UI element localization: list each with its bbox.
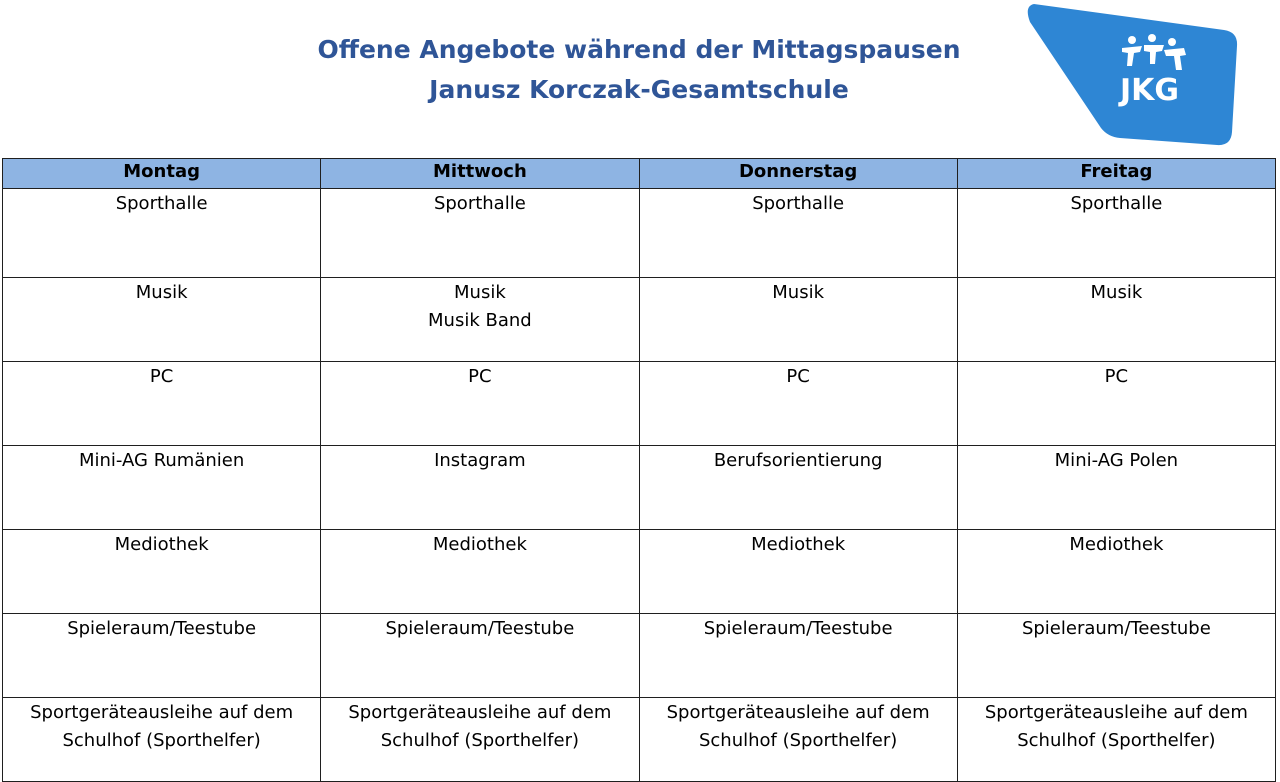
- cell-text: Musik: [135, 282, 188, 303]
- day-header-donnerstag: Donnerstag: [639, 159, 957, 189]
- cell-text: Musik Band: [428, 310, 532, 331]
- table-cell: [321, 446, 639, 530]
- table-cell: [3, 614, 321, 698]
- cell-text: Musik: [454, 282, 506, 303]
- cell-text: Sportgeräteausleihe auf dem: [666, 702, 930, 723]
- table-row: [3, 530, 1276, 614]
- table-cell: [957, 278, 1275, 362]
- cell-text: Sporthalle: [752, 193, 845, 214]
- table-cell: [321, 698, 639, 782]
- table-cell: [639, 698, 957, 782]
- table-cell: [639, 189, 957, 278]
- table-cell: [957, 614, 1275, 698]
- cell-text: Sporthalle: [115, 193, 208, 214]
- table-row: [3, 189, 1276, 278]
- cell-text: Schulhof (Sporthelfer): [698, 730, 898, 751]
- table-cell: [3, 362, 321, 446]
- table-cell: [3, 446, 321, 530]
- cell-text: Mini-AG Rumänien: [78, 450, 245, 471]
- day-header-mittwoch: Mittwoch: [321, 159, 639, 189]
- day-header-freitag: Freitag: [957, 159, 1275, 189]
- cell-text: Berufsorientierung: [713, 450, 883, 471]
- logo-text: JKG: [1120, 73, 1180, 108]
- table-cell: [3, 530, 321, 614]
- title-line-2: Janusz Korczak-Gesamtschule: [429, 75, 849, 104]
- header-row: [3, 159, 1276, 189]
- table-cell: [639, 278, 957, 362]
- table-cell: [957, 189, 1275, 278]
- cell-text: Mediothek: [751, 534, 846, 555]
- cell-text: Sportgeräteausleihe auf dem: [348, 702, 612, 723]
- cell-text: PC: [468, 366, 492, 387]
- table-cell: [957, 362, 1275, 446]
- table-row: [3, 362, 1276, 446]
- cell-text: Musik: [772, 282, 824, 303]
- cell-text: PC: [1104, 366, 1129, 387]
- cell-text: Mediothek: [1069, 534, 1164, 555]
- table-row: [3, 446, 1276, 530]
- cell-text: Mediothek: [114, 534, 209, 555]
- schedule-table: [2, 158, 1276, 782]
- logo-badge-icon: [1024, 0, 1244, 150]
- table-cell: [321, 614, 639, 698]
- cell-text: Spieleraum/Teestube: [385, 618, 575, 639]
- cell-text: Spieleraum/Teestube: [1021, 618, 1211, 639]
- table-cell: [957, 530, 1275, 614]
- table-row: [3, 614, 1276, 698]
- title-line-1: Offene Angebote während der Mittagspausen: [317, 35, 961, 64]
- cell-text: Sportgeräteausleihe auf dem: [30, 702, 294, 723]
- cell-text: Spieleraum/Teestube: [67, 618, 257, 639]
- cell-text: Sporthalle: [1070, 193, 1163, 214]
- school-logo: [1024, 0, 1244, 150]
- cell-text: Instagram: [434, 450, 526, 471]
- table-cell: [3, 278, 321, 362]
- cell-text: PC: [786, 366, 810, 387]
- table-row: [3, 698, 1276, 782]
- cell-text: Schulhof (Sporthelfer): [1017, 730, 1216, 751]
- table-cell: [639, 446, 957, 530]
- table-cell: [957, 446, 1275, 530]
- cell-text: Sporthalle: [433, 193, 526, 214]
- table-cell: [639, 362, 957, 446]
- cell-text: PC: [149, 366, 174, 387]
- table-cell: [321, 362, 639, 446]
- table-cell: [321, 530, 639, 614]
- cell-text: Mini-AG Polen: [1054, 450, 1179, 471]
- table-cell: [3, 189, 321, 278]
- cell-text: Mediothek: [432, 534, 527, 555]
- day-header-montag: Montag: [3, 159, 321, 189]
- table-cell: [321, 189, 639, 278]
- table-cell: [957, 698, 1275, 782]
- table-cell: [321, 278, 639, 362]
- cell-text: Schulhof (Sporthelfer): [62, 730, 261, 751]
- cell-text: Spieleraum/Teestube: [703, 618, 893, 639]
- table-row: [3, 278, 1276, 362]
- table-cell: [639, 530, 957, 614]
- cell-text: Schulhof (Sporthelfer): [380, 730, 580, 751]
- table-cell: [3, 698, 321, 782]
- table-cell: [639, 614, 957, 698]
- cell-text: Sportgeräteausleihe auf dem: [984, 702, 1248, 723]
- cell-text: Musik: [1090, 282, 1143, 303]
